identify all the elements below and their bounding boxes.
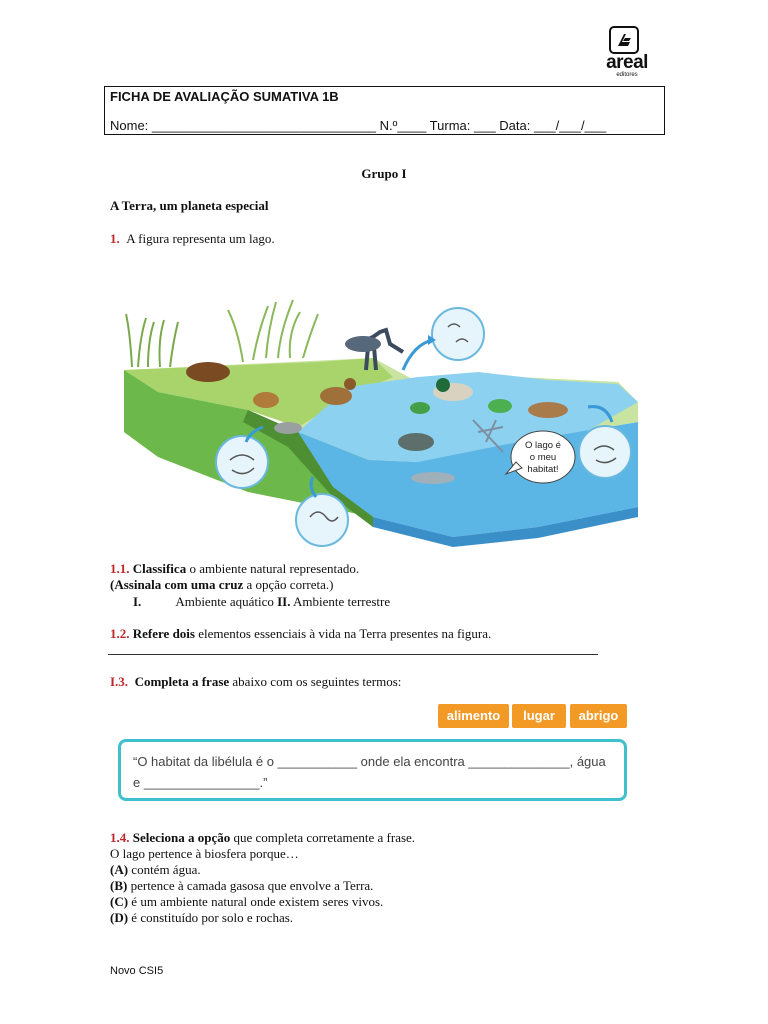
option-aquatic[interactable]: Ambiente aquático	[175, 594, 274, 609]
option-label: (C)	[110, 894, 129, 909]
question-number: 1.4.	[110, 830, 130, 845]
worksheet-title: FICHA DE AVALIAÇÃO SUMATIVA 1B	[110, 89, 339, 104]
option-label: (A)	[110, 862, 129, 877]
option-label: (B)	[110, 878, 128, 893]
stone-icon	[274, 422, 302, 434]
bubble-line-3: habitat!	[527, 464, 559, 475]
question-1-1-options	[133, 594, 390, 610]
option-d[interactable]	[110, 910, 293, 926]
question-text: abaixo com os seguintes termos:	[232, 674, 402, 689]
instruction-bold: (Assinala com uma cruz	[110, 577, 244, 592]
fish-icon	[411, 472, 455, 484]
question-number: 1.	[110, 231, 120, 246]
frog-land-icon	[253, 392, 279, 408]
duck-land-icon	[320, 387, 352, 405]
bubble-line-1: O lago é	[525, 440, 561, 451]
logo-mark-icon	[609, 26, 639, 54]
question-1-3	[110, 674, 401, 690]
question-number: I.3.	[110, 674, 129, 689]
option-text: pertence à camada gasosa que envolve a Terra.	[130, 878, 374, 893]
logo-subtitle: editores	[616, 72, 638, 78]
turtle-icon	[398, 433, 434, 451]
question-1	[110, 231, 275, 247]
question-verb: Classifica	[132, 561, 187, 576]
frog-water-right-icon	[488, 399, 512, 413]
question-verb: Completa a frase	[134, 674, 230, 689]
term-lugar: lugar	[512, 704, 566, 728]
option-label: (D)	[110, 910, 129, 925]
group-title: Grupo I	[361, 166, 407, 181]
option-number: I.	[133, 594, 142, 609]
question-1-4	[110, 830, 415, 846]
sentence-line-2[interactable]: e ________________.”	[133, 775, 268, 790]
sentence-box	[118, 739, 627, 801]
inset-worm-icon	[296, 494, 348, 546]
option-b[interactable]	[110, 878, 373, 894]
publisher-logo	[596, 26, 658, 80]
option-number: II.	[277, 594, 291, 609]
question-number: 1.1.	[110, 561, 130, 576]
answer-line[interactable]	[108, 654, 598, 655]
bubble-line-2: o meu	[529, 452, 557, 463]
question-text: A figura representa um lago.	[126, 231, 275, 246]
beaver-icon	[186, 362, 230, 382]
frog-water-left-icon	[410, 402, 430, 414]
question-text: que completa corretamente a frase.	[233, 830, 416, 845]
term-alimento: alimento	[438, 704, 509, 728]
option-text: contém água.	[131, 862, 201, 877]
term-abrigo: abrigo	[570, 704, 627, 728]
question-number: 1.2.	[110, 626, 130, 641]
inset-larvae-left-icon	[216, 436, 268, 488]
logo-name: areal	[606, 52, 648, 73]
lake-figure	[118, 292, 638, 547]
option-text: é constituído por solo e rochas.	[131, 910, 294, 925]
question-1-1	[110, 561, 359, 577]
header-box	[104, 86, 665, 135]
reeds-right	[228, 300, 318, 362]
section-title: A Terra, um planeta especial	[110, 198, 269, 213]
inset-larvae-right-icon	[579, 426, 631, 478]
instruction-text: a opção correta.)	[246, 577, 334, 592]
question-text: o ambiente natural representado.	[189, 561, 360, 576]
option-text: é um ambiente natural onde existem seres vivos.	[131, 894, 384, 909]
student-info-line[interactable]: Nome: _______________________________ N.º____ Turma: ___ Data: ___/___/___	[110, 118, 607, 133]
sentence-line-1[interactable]: “O habitat da libélula é o ___________ onde ela encontra ______________, água	[133, 754, 606, 769]
question-1-2	[110, 626, 491, 642]
question-1-1-instruction	[110, 577, 333, 593]
footer-label: Novo CSI5	[110, 965, 164, 977]
reeds-left	[126, 314, 178, 367]
question-text: elementos essenciais à vida na Terra presentes na figura.	[198, 626, 492, 641]
question-verb: Seleciona a opção	[132, 830, 231, 845]
question-stem: O lago pertence à biosfera porque…	[110, 846, 299, 861]
duck-water-right-icon	[528, 402, 568, 418]
option-terrestrial[interactable]: Ambiente terrestre	[293, 594, 391, 609]
option-c[interactable]	[110, 894, 383, 910]
inset-insects-icon	[432, 308, 484, 360]
question-verb: Refere dois	[132, 626, 195, 641]
option-a[interactable]	[110, 862, 201, 878]
